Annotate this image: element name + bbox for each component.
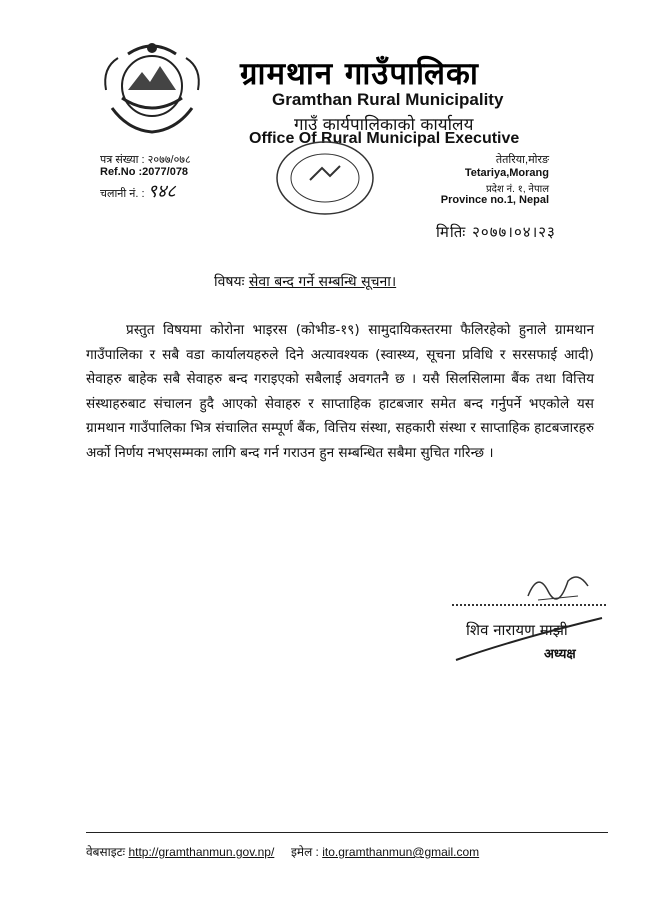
patra-label: पत्र संख्या : xyxy=(100,154,145,166)
office-title-nepali: गाउँ कार्यपालिकाको कार्यालय xyxy=(294,115,474,135)
subject-label: विषयः xyxy=(214,274,245,290)
address-english: Tetariya,Morang xyxy=(464,167,549,179)
municipality-stamp-icon xyxy=(270,138,380,220)
signature-icon xyxy=(518,566,598,606)
ref-number xyxy=(100,166,188,178)
province-english: Province no.1, Nepal xyxy=(440,194,549,206)
letter-date: मितिः २०७७।०४।२३ xyxy=(436,223,556,241)
footer-divider xyxy=(86,832,608,833)
chalani-number xyxy=(100,179,176,203)
footer xyxy=(86,843,616,860)
address-nepali: तेतरिया,मोरङ xyxy=(495,154,549,166)
website-label: वेबसाइटः xyxy=(86,845,126,859)
signature-dotted-line xyxy=(452,604,606,606)
municipality-title-nepali: ग्रामथान गाउँपालिका xyxy=(240,56,479,92)
chalani-label: चलानी नं. : xyxy=(100,188,145,200)
office-title-english: Office Of Rural Municipal Executive xyxy=(249,130,520,147)
letter-body: प्रस्तुत विषयमा कोरोना भाइरस (कोभीड-१९) सामुदायिकस्तरमा फैलिरहेको हुनाले ग्रामथान गाउँपालिका र सबै वडा कार्यालयहरुले दिने अत्यावश्यक (स्वास्थ्य, सूचना प्रविधि र सरसफाई आदी) सेवाहरु बाहेक सबै सेवाहरु बन्द गराइएको सबैलाई अवगतनै छ । यसै सिलसिलामा बैंक तथा वित्तिय संस्थाहरुबाट संचालन हुदै आएको सेवाहरु र साप्ताहिक हाटबजार समेत बन्द गर्नुपर्ने भएकोले यस ग्रामथान गाउँपालिका भित्र संचालित सम्पूर्ण बैंक, वित्तिय संस्था, सहकारी संस्था र साप्ताहिक हाटबजारहरु अर्को निर्णय नभएसम्मका लागि बन्द गर्न गराउन हुन सम्बन्धित सबैमा सुचित गरिन्छ । xyxy=(86,322,594,461)
subject-text: सेवा बन्द गर्ने सम्बन्धि सूचना। xyxy=(248,274,397,290)
patra-sankhya xyxy=(100,152,191,167)
email-label: इमेल : xyxy=(291,845,319,859)
ref-label: Ref.No : xyxy=(100,166,143,178)
province-nepali: प्रदेश नं. १, नेपाल xyxy=(485,184,549,195)
signatory-title: अध्यक्ष xyxy=(544,647,576,662)
municipality-title-english: Gramthan Rural Municipality xyxy=(272,90,504,109)
chalani-value: ९४८ xyxy=(147,181,176,202)
email-link[interactable]: ito.gramthanmun@gmail.com xyxy=(322,845,480,859)
website-link[interactable]: http://gramthanmun.gov.np/ xyxy=(128,845,275,859)
signatory-name: शिव नारायण माझी xyxy=(466,621,568,639)
patra-value: २०७७/०७८ xyxy=(147,154,191,166)
nepal-emblem-icon xyxy=(98,38,206,138)
signatory-stamp-icon xyxy=(452,610,612,670)
subject-line xyxy=(214,272,396,291)
ref-value: 2077/078 xyxy=(142,166,189,178)
